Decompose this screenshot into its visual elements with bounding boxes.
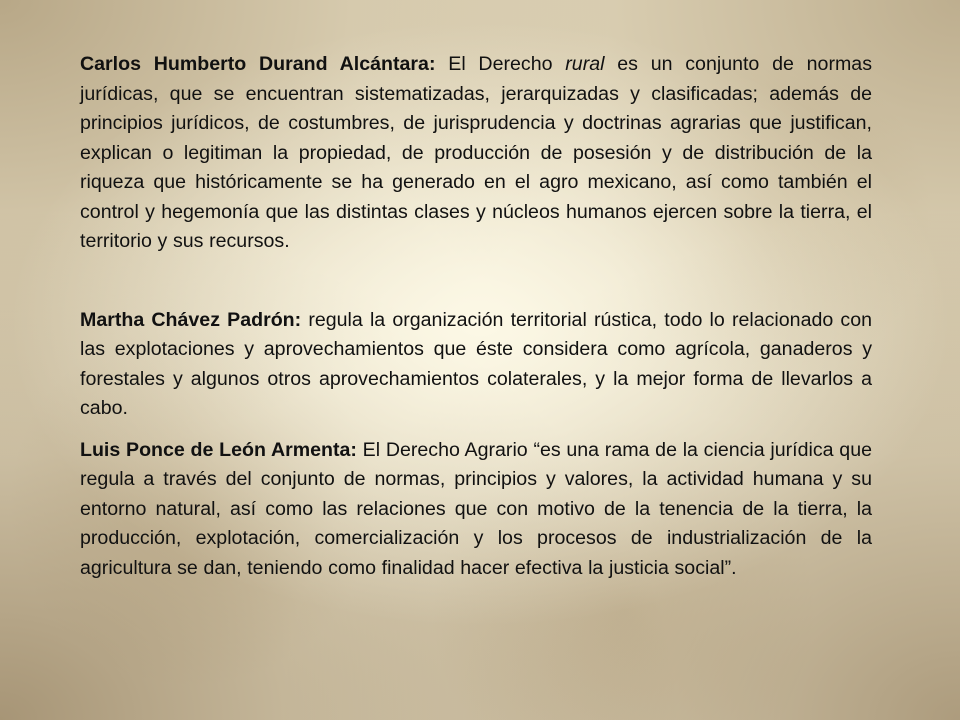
author-name: Luis Ponce de León Armenta: <box>80 438 357 461</box>
definition-durand <box>80 50 872 257</box>
definition-chavez <box>80 306 872 424</box>
definition-ponce <box>80 436 872 584</box>
author-name: Carlos Humberto Durand Alcántara: <box>80 53 436 75</box>
slide-content <box>80 50 872 583</box>
definition-text: es un conjunto de normas jurídicas, que se encuentran sistematizadas, jerarquizadas y clasificadas; además de principios jurídicos, de costumbres, de jurisprudencia y doctrinas agrarias que justifican, explican o legitiman la propiedad, de producción de posesión y de distribución de la riqueza que históricamente se ha generado en el agro mexicano, así como también el control y hegemonía que las distintas clases y núcleos humanos ejercen sobre la tierra, el territorio y sus recursos. <box>80 53 872 252</box>
definition-text: El Derecho Agrario “es una rama de la ciencia jurídica que regula a través del conjunto de normas, principios y valores, la actividad humana y su entorno natural, así como las relaciones que con motivo de la tenencia de la tierra, la producción, explotación, comercialización y los procesos de industrialización de la agricultura se dan, teniendo como finalidad hacer efectiva la justicia social”. <box>80 438 872 579</box>
definition-text: El Derecho <box>435 53 566 75</box>
author-name: Martha Chávez Padrón: <box>80 308 302 331</box>
definition-text: regula la organización territorial rústica, todo lo relacionado con las explotaciones y aprovechamientos que éste considera como agrícola, ganaderos y forestales y algunos otros aprovechamientos colaterales, y la mejor forma de llevarlos a cabo. <box>80 308 873 419</box>
emphasized-term: rural <box>565 53 605 75</box>
